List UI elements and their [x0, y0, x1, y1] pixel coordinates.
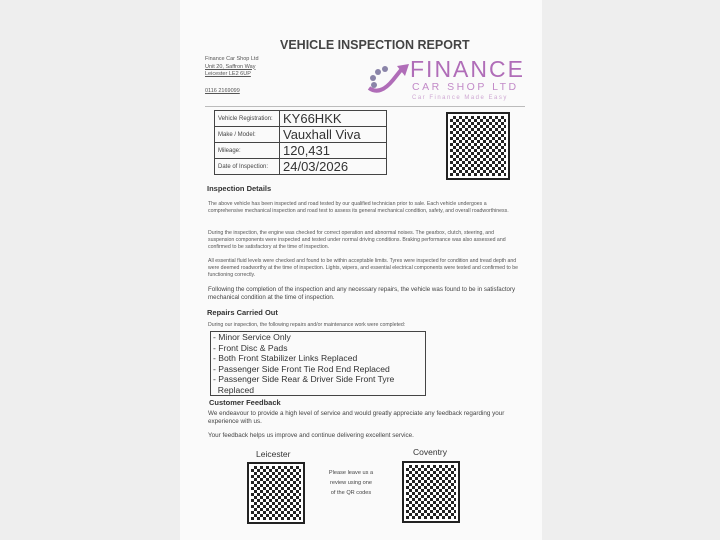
table-row [215, 159, 387, 175]
leicester-qr-code[interactable] [249, 464, 303, 522]
company-logo [365, 58, 525, 106]
vehicle-details-table [214, 110, 387, 175]
list-item: - Passenger Side Rear & Driver Side Front Tyre [213, 374, 395, 384]
paragraph: During the inspection, the engine was checked for correct operation and abnormal noises. The gearbox, clutch, steering, and suspension components were inspected and tested under normal driving conditions. Braking performance was also assessed and confirmed to be satisfactory at the time of inspection. [208, 230, 506, 250]
inspection-date-value: 24/03/2026 [280, 159, 387, 175]
review-text: Please leave us a [328, 470, 374, 476]
label: Vehicle Registration: [215, 111, 280, 127]
make-model-value: Vauxhall Viva [280, 127, 387, 143]
repairs-heading: Repairs Carried Out [207, 308, 278, 317]
paragraph: The above vehicle has been inspected and road tested by our qualified technician prior to sale. Each vehicle undergoes a comprehensive mechanical inspection and road test to assess its general mechanical condition, safety, and overall roadworthiness. [208, 201, 509, 214]
coventry-label: Coventry [413, 447, 448, 457]
label: Date of Inspection: [215, 159, 280, 175]
paragraph: Following the completion of the inspection and any necessary repairs, the vehicle was found to be in satisfactory mechanical condition at the time of inspection. [208, 286, 516, 301]
list-item: - Front Disc & Pads [213, 342, 288, 353]
mileage-value: 120,431 [280, 143, 387, 159]
company-address [205, 56, 259, 79]
list-item: - Minor Service Only [213, 332, 291, 342]
report-title: VEHICLE INSPECTION REPORT [280, 38, 470, 52]
table-row [215, 143, 387, 159]
review-text: review using one [330, 480, 372, 486]
repairs-intro: During our inspection, the following repairs and/or maintenance work were completed: [208, 322, 406, 328]
feedback-text: Your feedback helps us improve and continue delivering excellent service. [208, 432, 414, 439]
company-phone: 0116 2169099 [205, 88, 240, 94]
review-text: of the QR codes [330, 490, 372, 496]
label: Make / Model: [215, 127, 280, 143]
paragraph: All essential fluid levels were checked and found to be within acceptable limits. Tyres were inspected for condition and tread depth and were deemed roadworthy at the time of inspection. Lights, wipers, and essential electrical components were tested and confirmed to be functioning correctly. [208, 258, 518, 278]
divider [205, 106, 525, 107]
leicester-label: Leicester [256, 449, 291, 459]
inspection-report-page [180, 0, 542, 540]
address-line-1: Unit 20, Saffron Way [205, 63, 256, 70]
list-item: - Passenger Side Front Tie Rod End Replaced [213, 363, 390, 374]
label: Mileage: [215, 143, 280, 159]
company-name: Finance Car Shop Ltd [205, 56, 259, 62]
qr-code-icon [448, 114, 508, 178]
table-row [215, 111, 387, 127]
list-item: Replaced [213, 384, 255, 395]
list-item: - Both Front Stabilizer Links Replaced [213, 353, 358, 363]
feedback-heading: Customer Feedback [209, 398, 281, 407]
address-line-2: Leicester LE2 6UP [205, 71, 251, 77]
inspection-heading: Inspection Details [207, 184, 272, 193]
logo-subtext: CAR SHOP LTD [412, 81, 519, 93]
logo-tagline: Car Finance Made Easy [412, 95, 508, 101]
feedback-text: We endeavour to provide a high level of service and would greatly appreciate any feedback regarding your experience with us. [208, 410, 505, 425]
coventry-qr-code[interactable] [404, 463, 458, 521]
logo-arrow-icon [365, 58, 411, 98]
repairs-list [210, 331, 426, 396]
registration-value: KY66HKK [280, 111, 387, 127]
table-row [215, 127, 387, 143]
logo-text: FINANCE [410, 56, 525, 82]
review-prompt [323, 468, 379, 498]
